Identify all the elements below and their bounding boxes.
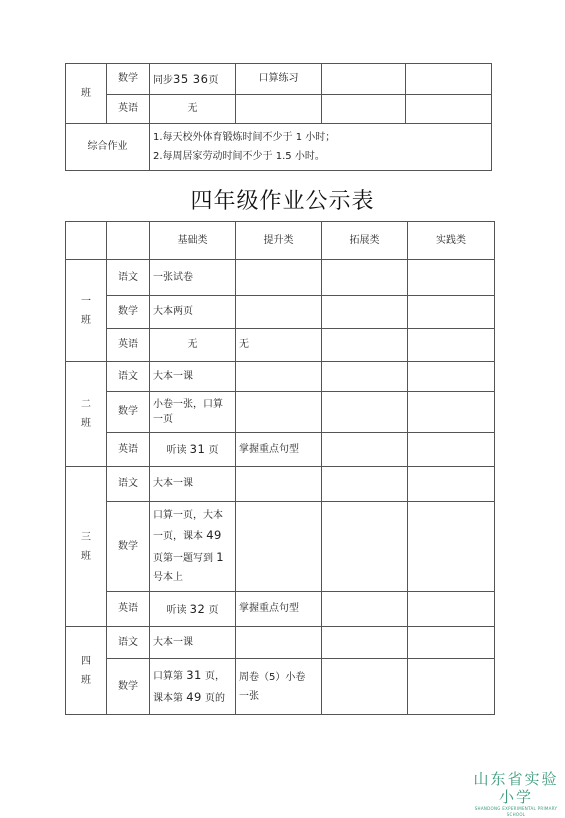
general-homework-label: 综合作业	[66, 124, 150, 171]
subject-chinese: 语文	[107, 627, 150, 659]
header-extend: 拓展类	[322, 222, 408, 260]
grade4-homework-table	[65, 221, 495, 715]
class4-chinese-basic: 大本一课	[150, 627, 236, 659]
class-2-label: 二 班	[66, 362, 107, 467]
school-logo-cn: 山东省实验小学	[473, 770, 559, 806]
empty-cell	[322, 329, 408, 362]
empty-cell	[322, 64, 406, 95]
subject-math: 数学	[107, 64, 150, 95]
empty-cell	[236, 392, 322, 433]
header-improve: 提升类	[236, 222, 322, 260]
empty-cell	[408, 362, 495, 392]
empty-cell	[408, 296, 495, 329]
class2-english-improve: 掌握重点句型	[236, 433, 322, 467]
header-empty	[66, 222, 107, 260]
empty-cell	[322, 592, 408, 627]
class1-english-improve: 无	[236, 329, 322, 362]
empty-cell	[406, 95, 492, 124]
subject-english: 英语	[107, 433, 150, 467]
class-label-fragment: 班	[66, 64, 107, 124]
class2-english-basic: 听读 31 页	[150, 433, 236, 467]
school-logo	[470, 770, 562, 818]
header-basic: 基础类	[150, 222, 236, 260]
header-practice: 实践类	[408, 222, 495, 260]
empty-cell	[236, 362, 322, 392]
empty-cell	[322, 95, 406, 124]
class4-math-improve: 周卷（5）小卷 一张	[236, 659, 322, 715]
class1-math-basic: 大本两页	[150, 296, 236, 329]
empty-cell	[236, 95, 322, 124]
empty-cell	[406, 64, 492, 95]
empty-cell	[408, 659, 495, 715]
school-logo-en: SHANDONG EXPERIMENTAL PRIMARY SCHOOL	[474, 806, 558, 817]
header-empty	[107, 222, 150, 260]
empty-cell	[236, 502, 322, 592]
subject-english: 英语	[107, 95, 150, 124]
class-3-label: 三 班	[66, 467, 107, 627]
empty-cell	[322, 467, 408, 502]
empty-cell	[322, 260, 408, 296]
subject-english: 英语	[107, 592, 150, 627]
empty-cell	[408, 329, 495, 362]
general-line-1: 1.每天校外体育锻炼时间不少于 1 小时；	[153, 132, 336, 143]
empty-cell	[322, 502, 408, 592]
empty-cell	[408, 592, 495, 627]
class3-english-basic: 听读 32 页	[150, 592, 236, 627]
subject-math: 数学	[107, 392, 150, 433]
empty-cell	[236, 467, 322, 502]
empty-cell	[408, 502, 495, 592]
class-1-label: 一 班	[66, 260, 107, 362]
empty-cell	[322, 433, 408, 467]
empty-cell	[408, 433, 495, 467]
general-line-2: 2.每周居家劳动时间不少于 1.5 小时。	[153, 151, 325, 162]
empty-cell	[322, 627, 408, 659]
subject-chinese: 语文	[107, 467, 150, 502]
empty-cell	[408, 467, 495, 502]
class3-english-improve: 掌握重点句型	[236, 592, 322, 627]
subject-math: 数学	[107, 296, 150, 329]
class2-chinese-basic: 大本一课	[150, 362, 236, 392]
empty-cell	[322, 362, 408, 392]
empty-cell	[322, 392, 408, 433]
english-basic-task: 无	[150, 95, 236, 124]
empty-cell	[322, 659, 408, 715]
subject-chinese: 语文	[107, 260, 150, 296]
class1-english-basic: 无	[150, 329, 236, 362]
empty-cell	[322, 296, 408, 329]
subject-chinese: 语文	[107, 362, 150, 392]
math-basic-task: 同步35 36页	[150, 64, 236, 95]
page-title: 四年级作业公示表	[190, 189, 375, 214]
empty-cell	[236, 627, 322, 659]
class3-math-basic: 口算一页，大本 一页，课本 49 页第一题写到 1 号本上	[150, 502, 236, 592]
class4-math-basic: 口算第 31 页， 课本第 49 页的	[150, 659, 236, 715]
subject-english: 英语	[107, 329, 150, 362]
empty-cell	[408, 627, 495, 659]
top-homework-table	[65, 63, 492, 171]
empty-cell	[408, 260, 495, 296]
subject-math: 数学	[107, 502, 150, 592]
empty-cell	[236, 296, 322, 329]
math-improve-task: 口算练习	[236, 64, 322, 95]
empty-cell	[236, 260, 322, 296]
subject-math: 数学	[107, 659, 150, 715]
general-homework-content	[150, 124, 492, 171]
class-4-label: 四 班	[66, 627, 107, 715]
class1-chinese-basic: 一张试卷	[150, 260, 236, 296]
class3-chinese-basic: 大本一课	[150, 467, 236, 502]
class2-math-basic: 小卷一张，口算 一页	[150, 392, 236, 433]
empty-cell	[408, 392, 495, 433]
